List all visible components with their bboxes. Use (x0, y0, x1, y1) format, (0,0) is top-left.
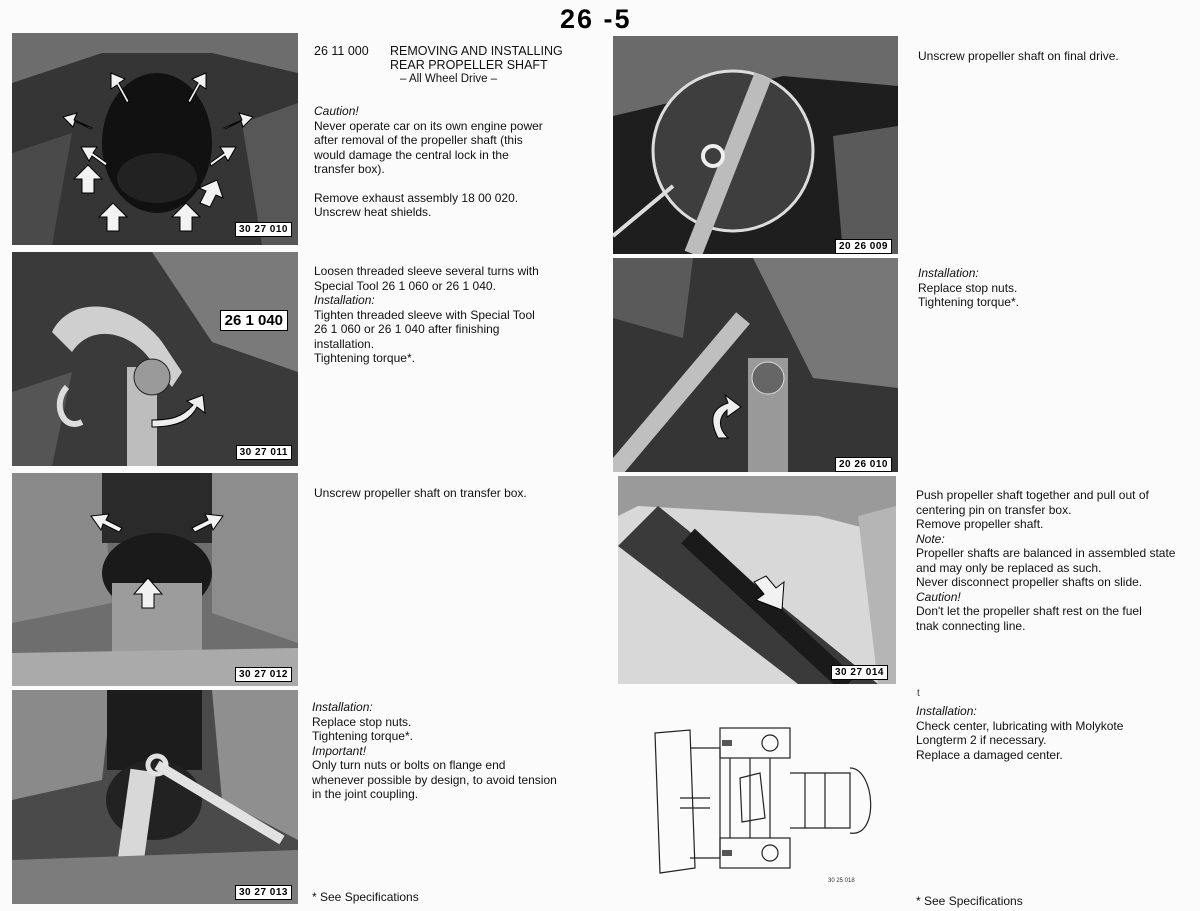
propeller-shaft-illustration (618, 476, 896, 684)
figure-label: 20 26 010 (835, 457, 892, 472)
center-bearing-diagram (650, 718, 890, 888)
footnote-left (312, 890, 419, 905)
flange-wrench-illustration (12, 690, 298, 904)
threaded-sleeve-illustration (12, 252, 298, 466)
text-line: Tighten threaded sleeve with Special Tool (314, 307, 535, 322)
photo-fig-20-26-010 (613, 258, 898, 472)
text-block-2 (314, 264, 539, 366)
transfer-box-illustration (12, 473, 298, 686)
text-line: Unscrew heat shields. (314, 205, 432, 219)
footnote: * See Specifications (916, 894, 1023, 908)
photo-fig-30-27-014 (618, 476, 896, 684)
text-line: Special Tool 26 1 060 or 26 1 040. (314, 278, 496, 293)
text-block-3 (314, 486, 527, 501)
text-line: Replace a damaged center. (916, 747, 1063, 762)
text-line: installation. (314, 336, 375, 351)
stray-mark: t (917, 688, 920, 699)
text-line: Unscrew propeller shaft on transfer box. (314, 486, 527, 500)
text-line: tnak connecting line. (916, 618, 1026, 633)
text-line: transfer box). (314, 162, 385, 176)
text-line: 26 1 060 or 26 1 040 after finishing (314, 322, 500, 336)
installation-label: Installation: (916, 704, 977, 718)
installation-label: Installation: (918, 266, 979, 280)
caution-label: Caution! (314, 104, 359, 118)
text-line: in the joint coupling. (312, 787, 419, 801)
note-label: Note: (916, 531, 945, 546)
figure-label: 30 27 010 (235, 222, 292, 237)
section-title-line2: REAR PROPELLER SHAFT (390, 58, 548, 72)
section-heading (314, 44, 604, 90)
text-block-6 (918, 266, 1019, 310)
photo-fig-30-27-013 (12, 690, 298, 904)
text-line: Replace stop nuts. (312, 714, 412, 729)
photo-fig-30-27-012 (12, 473, 298, 686)
text-block-4 (312, 700, 557, 802)
text-line: Remove propeller shaft. (916, 517, 1044, 531)
photo-fig-20-26-009 (613, 36, 898, 254)
text-line: Never operate car on its own engine power (314, 118, 543, 133)
text-line: Push propeller shaft together and pull out of (916, 488, 1149, 502)
section-subtitle: – All Wheel Drive – (400, 73, 498, 85)
text-line: Longterm 2 if necessary. (916, 733, 1047, 747)
installation-label: Installation: (314, 293, 375, 307)
photo-fig-30-27-010 (12, 33, 298, 245)
figure-label: 30 27 011 (236, 445, 292, 460)
text-line: Don't let the propeller shaft rest on the fuel (916, 604, 1142, 618)
installation-label: Installation: (312, 700, 373, 714)
text-line: Unscrew propeller shaft on final drive. (918, 49, 1119, 63)
text-block-8 (916, 704, 1123, 762)
text-line: Remove exhaust assembly 18 00 020. (314, 190, 519, 205)
text-line: Check center, lubricating with Molykote (916, 718, 1124, 733)
text-line: Never disconnect propeller shafts on slide. (916, 575, 1143, 589)
text-line: Only turn nuts or bolts on flange end (312, 758, 506, 772)
text-line: centering pin on transfer box. (916, 502, 1072, 517)
figure-label: 30 27 013 (235, 885, 292, 900)
text-block-5 (918, 49, 1119, 64)
text-block-7 (916, 488, 1175, 633)
figure-label: 30 25 018 (828, 878, 855, 884)
coupling-drawing (650, 718, 890, 888)
text-block-1 (314, 104, 543, 220)
figure-label: 30 27 012 (235, 667, 292, 682)
text-line: Tightening torque*. (918, 295, 1019, 309)
text-line: Tightening torque*. (312, 729, 413, 743)
text-line: would damage the central lock in the (314, 147, 509, 162)
photo-fig-30-27-011 (12, 252, 298, 466)
page-number: 26 -5 (560, 4, 632, 34)
figure-label: 20 26 009 (835, 239, 892, 254)
stop-nuts-illustration (613, 258, 898, 472)
section-code: 26 11 000 (314, 44, 369, 58)
footnote-right (916, 894, 1023, 909)
footnote: * See Specifications (312, 890, 419, 904)
text-line: Replace stop nuts. (918, 280, 1018, 295)
important-label: Important! (312, 743, 367, 758)
text-line: after removal of the propeller shaft (this (314, 133, 523, 147)
figure-label: 30 27 014 (831, 665, 888, 680)
special-tool-label: 26 1 040 (220, 310, 288, 331)
text-line: Loosen threaded sleeve several turns with (314, 264, 539, 278)
arrows-illustration (12, 33, 298, 245)
final-drive-illustration (613, 36, 898, 254)
caution-label: Caution! (916, 589, 961, 604)
text-line: and may only be replaced as such. (916, 560, 1102, 575)
text-line: whenever possible by design, to avoid tension (312, 772, 557, 787)
text-line: Propeller shafts are balanced in assembled state (916, 546, 1176, 560)
text-line: Tightening torque*. (314, 351, 415, 365)
section-title-line1: REMOVING AND INSTALLING (390, 44, 563, 58)
